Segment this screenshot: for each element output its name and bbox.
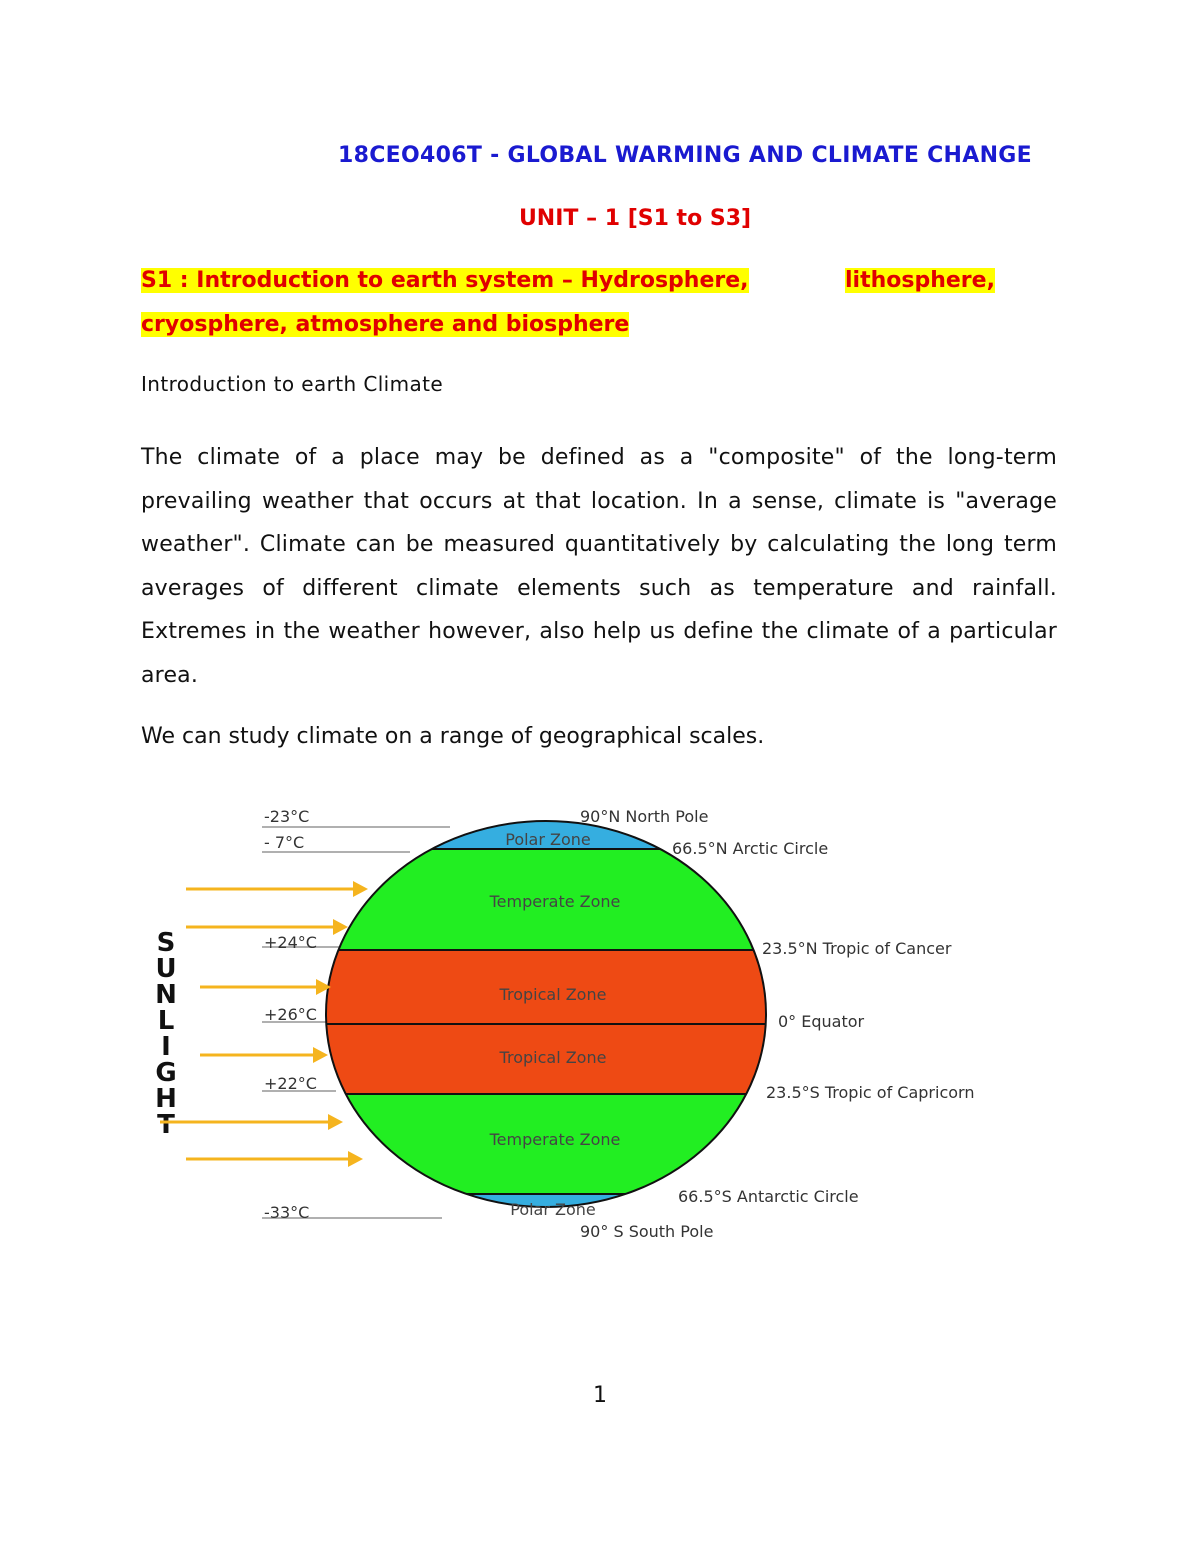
sunlight-letter-4: L	[157, 1006, 175, 1036]
latitude-label-equator: 0° Equator	[778, 1012, 865, 1031]
zone-label-tropical-north: Tropical Zone	[499, 985, 607, 1004]
sunlight-letter-1: S	[156, 928, 176, 958]
section-heading-line2-text: cryosphere, atmosphere and biosphere	[141, 312, 630, 337]
globe	[320, 815, 780, 1224]
temperature-label-6: -33°C	[264, 1203, 310, 1222]
zone-label-temperate-south: Temperate Zone	[489, 1130, 621, 1149]
unit-heading: UNIT – 1 [S1 to S3]	[518, 206, 752, 231]
temperature-label-4: +26°C	[264, 1005, 317, 1024]
sunlight-letter-7: H	[155, 1084, 177, 1114]
temperature-label-1: -23°C	[264, 807, 310, 826]
zone-label-tropical-south: Tropical Zone	[499, 1048, 607, 1067]
zone-label-polar-south: Polar Zone	[510, 1200, 596, 1219]
page-number: 1	[593, 1383, 607, 1408]
paragraph-geographical-scales: We can study climate on a range of geographical scales.	[141, 724, 765, 749]
sunlight-arrow	[186, 1151, 363, 1167]
section-heading-line2	[141, 312, 629, 337]
paragraph-climate-definition: The climate of a place may be defined as a "composite" of the long-term prevailing weather that occurs at that location. In a sense, climate is "average weather". Climate can be measured quantitatively by calculating the long term averages of different climate elements such as temperature and rainfall. Extremes in the weather however, also help us define the climate of a particular area.	[141, 445, 1057, 688]
sunlight-letter-2: U	[155, 954, 177, 984]
sunlight-arrow	[160, 1114, 343, 1130]
section-heading-part1: S1 : Introduction to earth system – Hydrosphere,	[141, 268, 749, 293]
climate-zones-diagram	[150, 795, 1030, 1255]
latitude-label-south-pole: 90° S South Pole	[580, 1222, 714, 1241]
latitude-label-tropic-of-cancer: 23.5°N Tropic of Cancer	[762, 939, 952, 958]
document-title: 18CEO406T - GLOBAL WARMING AND CLIMATE CHANGE	[338, 143, 1032, 168]
sunlight-letter-6: G	[155, 1058, 177, 1088]
sunlight-arrow	[186, 881, 368, 897]
section-heading-part2: lithosphere,	[845, 268, 995, 293]
intro-heading: Introduction to earth Climate	[141, 372, 444, 396]
sunlight-arrow	[200, 1047, 328, 1063]
climate-zones-figure	[150, 795, 1030, 1255]
sunlight-letter-8: T	[157, 1110, 175, 1140]
sunlight-letter-3: N	[155, 980, 177, 1010]
sunlight-letter-5: I	[161, 1032, 171, 1062]
temperature-label-5: +22°C	[264, 1074, 317, 1093]
sunlight-label	[155, 928, 177, 1140]
latitude-label-antarctic-circle: 66.5°S Antarctic Circle	[678, 1187, 859, 1206]
sunlight-arrow	[200, 979, 331, 995]
temperature-label-3: +24°C	[264, 933, 317, 952]
zone-label-temperate-north: Temperate Zone	[489, 892, 621, 911]
temperature-label-2: - 7°C	[264, 833, 305, 852]
latitude-label-arctic-circle: 66.5°N Arctic Circle	[672, 839, 829, 858]
latitude-label-north-pole: 90°N North Pole	[580, 807, 709, 826]
latitude-label-tropic-of-capricorn: 23.5°S Tropic of Capricorn	[766, 1083, 975, 1102]
zone-label-polar-north: Polar Zone	[505, 830, 591, 849]
